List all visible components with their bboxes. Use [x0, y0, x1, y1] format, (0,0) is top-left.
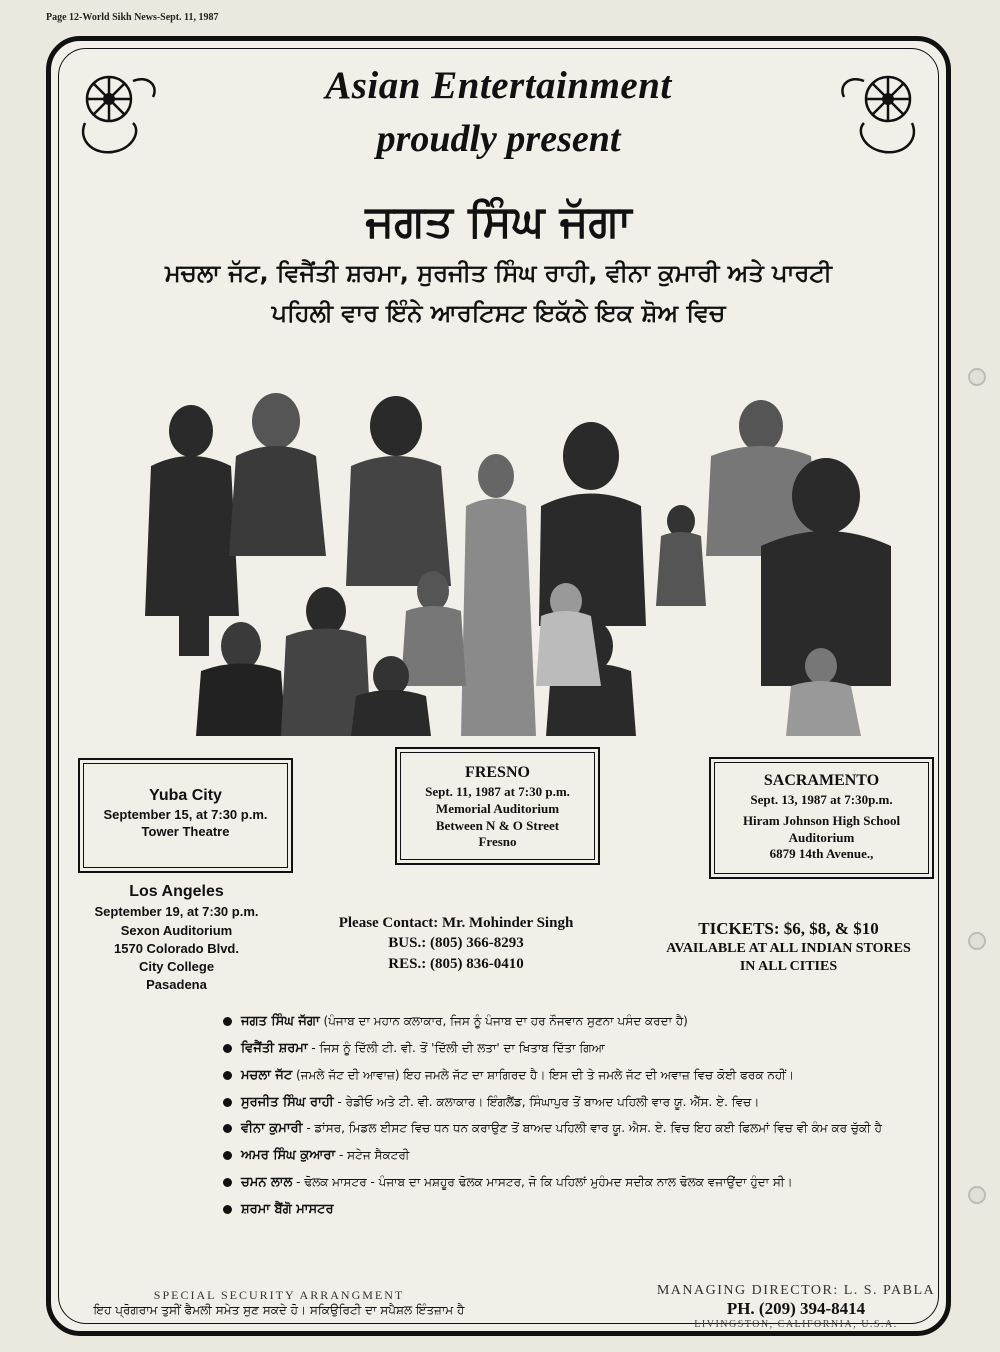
- bullet-head: ਮਚਲਾ ਜੱਟ: [241, 1067, 293, 1083]
- venue-place: Sexon Auditorium: [120, 922, 233, 938]
- ticket-prices: TICKETS: $6, $8, & $10: [698, 919, 879, 938]
- tagline: ਪਹਿਲੀ ਵਾਰ ਇੰਨੇ ਆਰਟਿਸਟ ਇਕੱਠੇ ਇਕ ਸ਼ੋਅ ਵਿਚ: [271, 299, 726, 327]
- venue-address: 6879 14th Avenue.,: [769, 846, 874, 862]
- bullet-text: (ਜਮਲੇ ਜੱਟ ਦੀ ਆਵਾਜ਼) ਇਹ ਜਮਲੇ ਜੱਟ ਦਾ ਸ਼ਾਗਿਰਦ ਹੈ। ਇਸ ਦੀ ਤੇ ਜਮਲੇ ਜੱਟ ਦੀ ਅਵਾਜ਼ ਵਿਚ ਕੋਈ ਫਰਕ ਨਹੀਂ।: [296, 1067, 794, 1082]
- venue-place: Memorial Auditorium: [435, 800, 560, 816]
- masthead: Page 12-World Sikh News-Sept. 11, 1987: [46, 12, 219, 23]
- venue-town: Pasadena: [146, 977, 207, 993]
- bullet-icon: [223, 1205, 232, 1214]
- bullet-text: - ਰੇਡੀਓ ਅਤੇ ਟੀ. ਵੀ. ਕਲਾਕਾਰ। ਇੰਗਲੈਂਡ, ਸਿੰਘਾਪੁਰ ਤੋਂ ਬਾਅਦ ਪਹਿਲੀ ਵਾਰ ਯੂ. ਐੱਸ. ਏ. ਵਿਚ।: [337, 1094, 760, 1109]
- venue-city: FRESNO: [465, 764, 530, 781]
- security-heading: SPECIAL SECURITY ARRANGMENT: [153, 1288, 405, 1302]
- director-phone: PH. (209) 394-8414: [726, 1299, 866, 1318]
- venue-address: 1570 Colorado Blvd.: [114, 940, 239, 956]
- bullet-head: ਸ਼ਰਮਾ ਬੈਂਗੋ ਮਾਸਟਰ: [241, 1201, 334, 1217]
- bullet-icon: [223, 1124, 232, 1133]
- bullet-text: (ਪੰਜਾਬ ਦਾ ਮਹਾਨ ਕਲਾਕਾਰ, ਜਿਸ ਨੂੰ ਪੰਜਾਬ ਦਾ ਹਰ ਨੌਜਵਾਨ ਸੁਣਨਾ ਪਸੰਦ ਕਰਦਾ ਹੈ): [323, 1014, 688, 1028]
- venue-date: September 19, at 7:30 p.m.: [94, 904, 259, 920]
- bullet-icon: [223, 1044, 232, 1053]
- bullet-icon: [223, 1071, 232, 1080]
- venue-date: Sept. 11, 1987 at 7:30 p.m.: [425, 783, 570, 799]
- venue-city: Yuba City: [149, 787, 222, 804]
- venue-city: Los Angeles: [129, 883, 224, 900]
- venue-place-2: Auditorium: [788, 829, 855, 845]
- venue-date: Sept. 13, 1987 at 7:30p.m.: [750, 791, 893, 807]
- bullet-text: - ਡਾਂਸਰ, ਮਿਡਲ ਈਸਟ ਵਿਚ ਧਨ ਧਨ ਕਰਾਉਣ ਤੋਂ ਬਾਅਦ ਪਹਿਲੀ ਵਾਰ ਯੂ. ਐਸ. ਏ. ਵਿਚ ਇਹ ਕਈ ਫਿਲਮਾਂ ਵਿਚ ਵੀ ਕੰਮ ਕਰ ਚੁੱਕੀ ਹੈ: [306, 1121, 882, 1136]
- contact-bus-phone: BUS.: (805) 366-8293: [388, 935, 524, 952]
- ticket-availability: AVAILABLE AT ALL INDIAN STORES: [666, 941, 911, 957]
- list-item: [221, 1147, 931, 1166]
- contact-person: Please Contact: Mr. Mohinder Singh: [338, 915, 574, 931]
- venue-date: September 15, at 7:30 p.m.: [103, 806, 268, 822]
- bullet-head: ਵਿਜੈਂਤੀ ਸ਼ਰਮਾ: [241, 1040, 308, 1056]
- bullet-icon: [223, 1178, 232, 1187]
- venue-los-angeles: [69, 881, 284, 994]
- ticket-availability-2: IN ALL CITIES: [739, 959, 838, 975]
- security-note: [69, 1288, 489, 1318]
- venue-city: SACRAMENTO: [763, 772, 880, 789]
- director-name: MANAGING DIRECTOR: L. S. PABLA: [656, 1283, 936, 1298]
- bullet-head: ਜਗਤ ਸਿੰਘ ਜੱਗਾ: [241, 1014, 320, 1029]
- tickets-block: [631, 918, 946, 976]
- binder-hole-icon: [968, 932, 986, 950]
- bullet-icon: [223, 1151, 232, 1160]
- venue-yuba-city: [78, 758, 293, 873]
- director-block: [651, 1283, 941, 1330]
- bullet-head: ਸੁਰਜੀਤ ਸਿੰਘ ਰਾਹੀ: [241, 1094, 334, 1110]
- bullet-text: - ਜਿਸ ਨੂੰ ਦਿੱਲੀ ਟੀ. ਵੀ. ਤੋਂ 'ਦਿੱਲੀ ਦੀ ਲਤਾ' ਦਾ ਖਿਤਾਬ ਦਿੱਤਾ ਗਿਆ: [311, 1040, 605, 1055]
- binder-hole-icon: [968, 1186, 986, 1204]
- bullet-head: ਅਮਰ ਸਿੰਘ ਕੁਆਰਾ: [241, 1148, 336, 1164]
- artists-line: ਮਚਲਾ ਜੱਟ, ਵਿਜੈਂਤੀ ਸ਼ਰਮਾ, ਸੁਰਜੀਤ ਸਿੰਘ ਰਾਹੀ, ਵੀਨਾ ਕੁਮਾਰੀ ਅਤੇ ਪਾਰਟੀ: [164, 259, 832, 287]
- list-item: [221, 1040, 931, 1059]
- venue-town: Fresno: [478, 834, 517, 850]
- artists-photo-collage: [121, 366, 891, 736]
- list-item: [221, 1201, 931, 1220]
- bullet-text: - ਸਟੇਜ ਸੈਕਟਰੀ: [338, 1148, 410, 1163]
- list-item: [221, 1120, 931, 1139]
- headliner-name: ਜਗਤ ਸਿੰਘ ਜੱਗਾ: [365, 196, 632, 247]
- venue-sacramento: [709, 757, 934, 879]
- contact-block: [306, 913, 606, 974]
- venue-fresno: [395, 747, 600, 865]
- artist-bullet-list: [221, 1013, 931, 1228]
- bullet-icon: [223, 1098, 232, 1107]
- header-subtitle: proudly present: [376, 118, 621, 160]
- poster-frame: [46, 36, 951, 1336]
- contact-res-phone: RES.: (805) 836-0410: [388, 955, 524, 972]
- bullet-head: ਚਮਨ ਲਾਲ: [241, 1175, 293, 1191]
- list-item: [221, 1094, 931, 1113]
- binder-hole-icon: [968, 368, 986, 386]
- venue-place: Hiram Johnson High School: [742, 812, 901, 828]
- venue-college: City College: [138, 958, 215, 974]
- security-text: ਇਹ ਪ੍ਰੋਗਰਾਮ ਤੁਸੀਂ ਫੈਮਲੀ ਸਮੇਤ ਸੁਣ ਸਕਦੇ ਹੋ। ਸਕਿਉਰਿਟੀ ਦਾ ਸਪੈਸ਼ਲ ਇੰਤਜ਼ਾਮ ਹੈ: [93, 1303, 465, 1317]
- bullet-head: ਵੀਨਾ ਕੁਮਾਰੀ: [241, 1121, 303, 1137]
- header-title: Asian Entertainment: [325, 64, 672, 107]
- list-item: [221, 1067, 931, 1086]
- venue-street: Between N & O Street: [435, 817, 560, 833]
- list-item: [221, 1013, 931, 1032]
- bullet-text: - ਢੋਲਕ ਮਾਸਟਰ - ਪੰਜਾਬ ਦਾ ਮਸ਼ਹੂਰ ਢੋਲਕ ਮਾਸਟਰ, ਜੋ ਕਿ ਪਹਿਲਾਂ ਮੁਹੰਮਦ ਸਦੀਕ ਨਾਲ ਢੋਲਕ ਵਜਾਉਂਦਾ ਹੁੰਦਾ ਸੀ।: [296, 1175, 793, 1190]
- bullet-icon: [223, 1017, 232, 1026]
- list-item: [221, 1174, 931, 1193]
- venue-place: Tower Theatre: [141, 823, 230, 839]
- director-location: LIVINGSTON, CALIFORNIA, U.S.A.: [694, 1319, 898, 1330]
